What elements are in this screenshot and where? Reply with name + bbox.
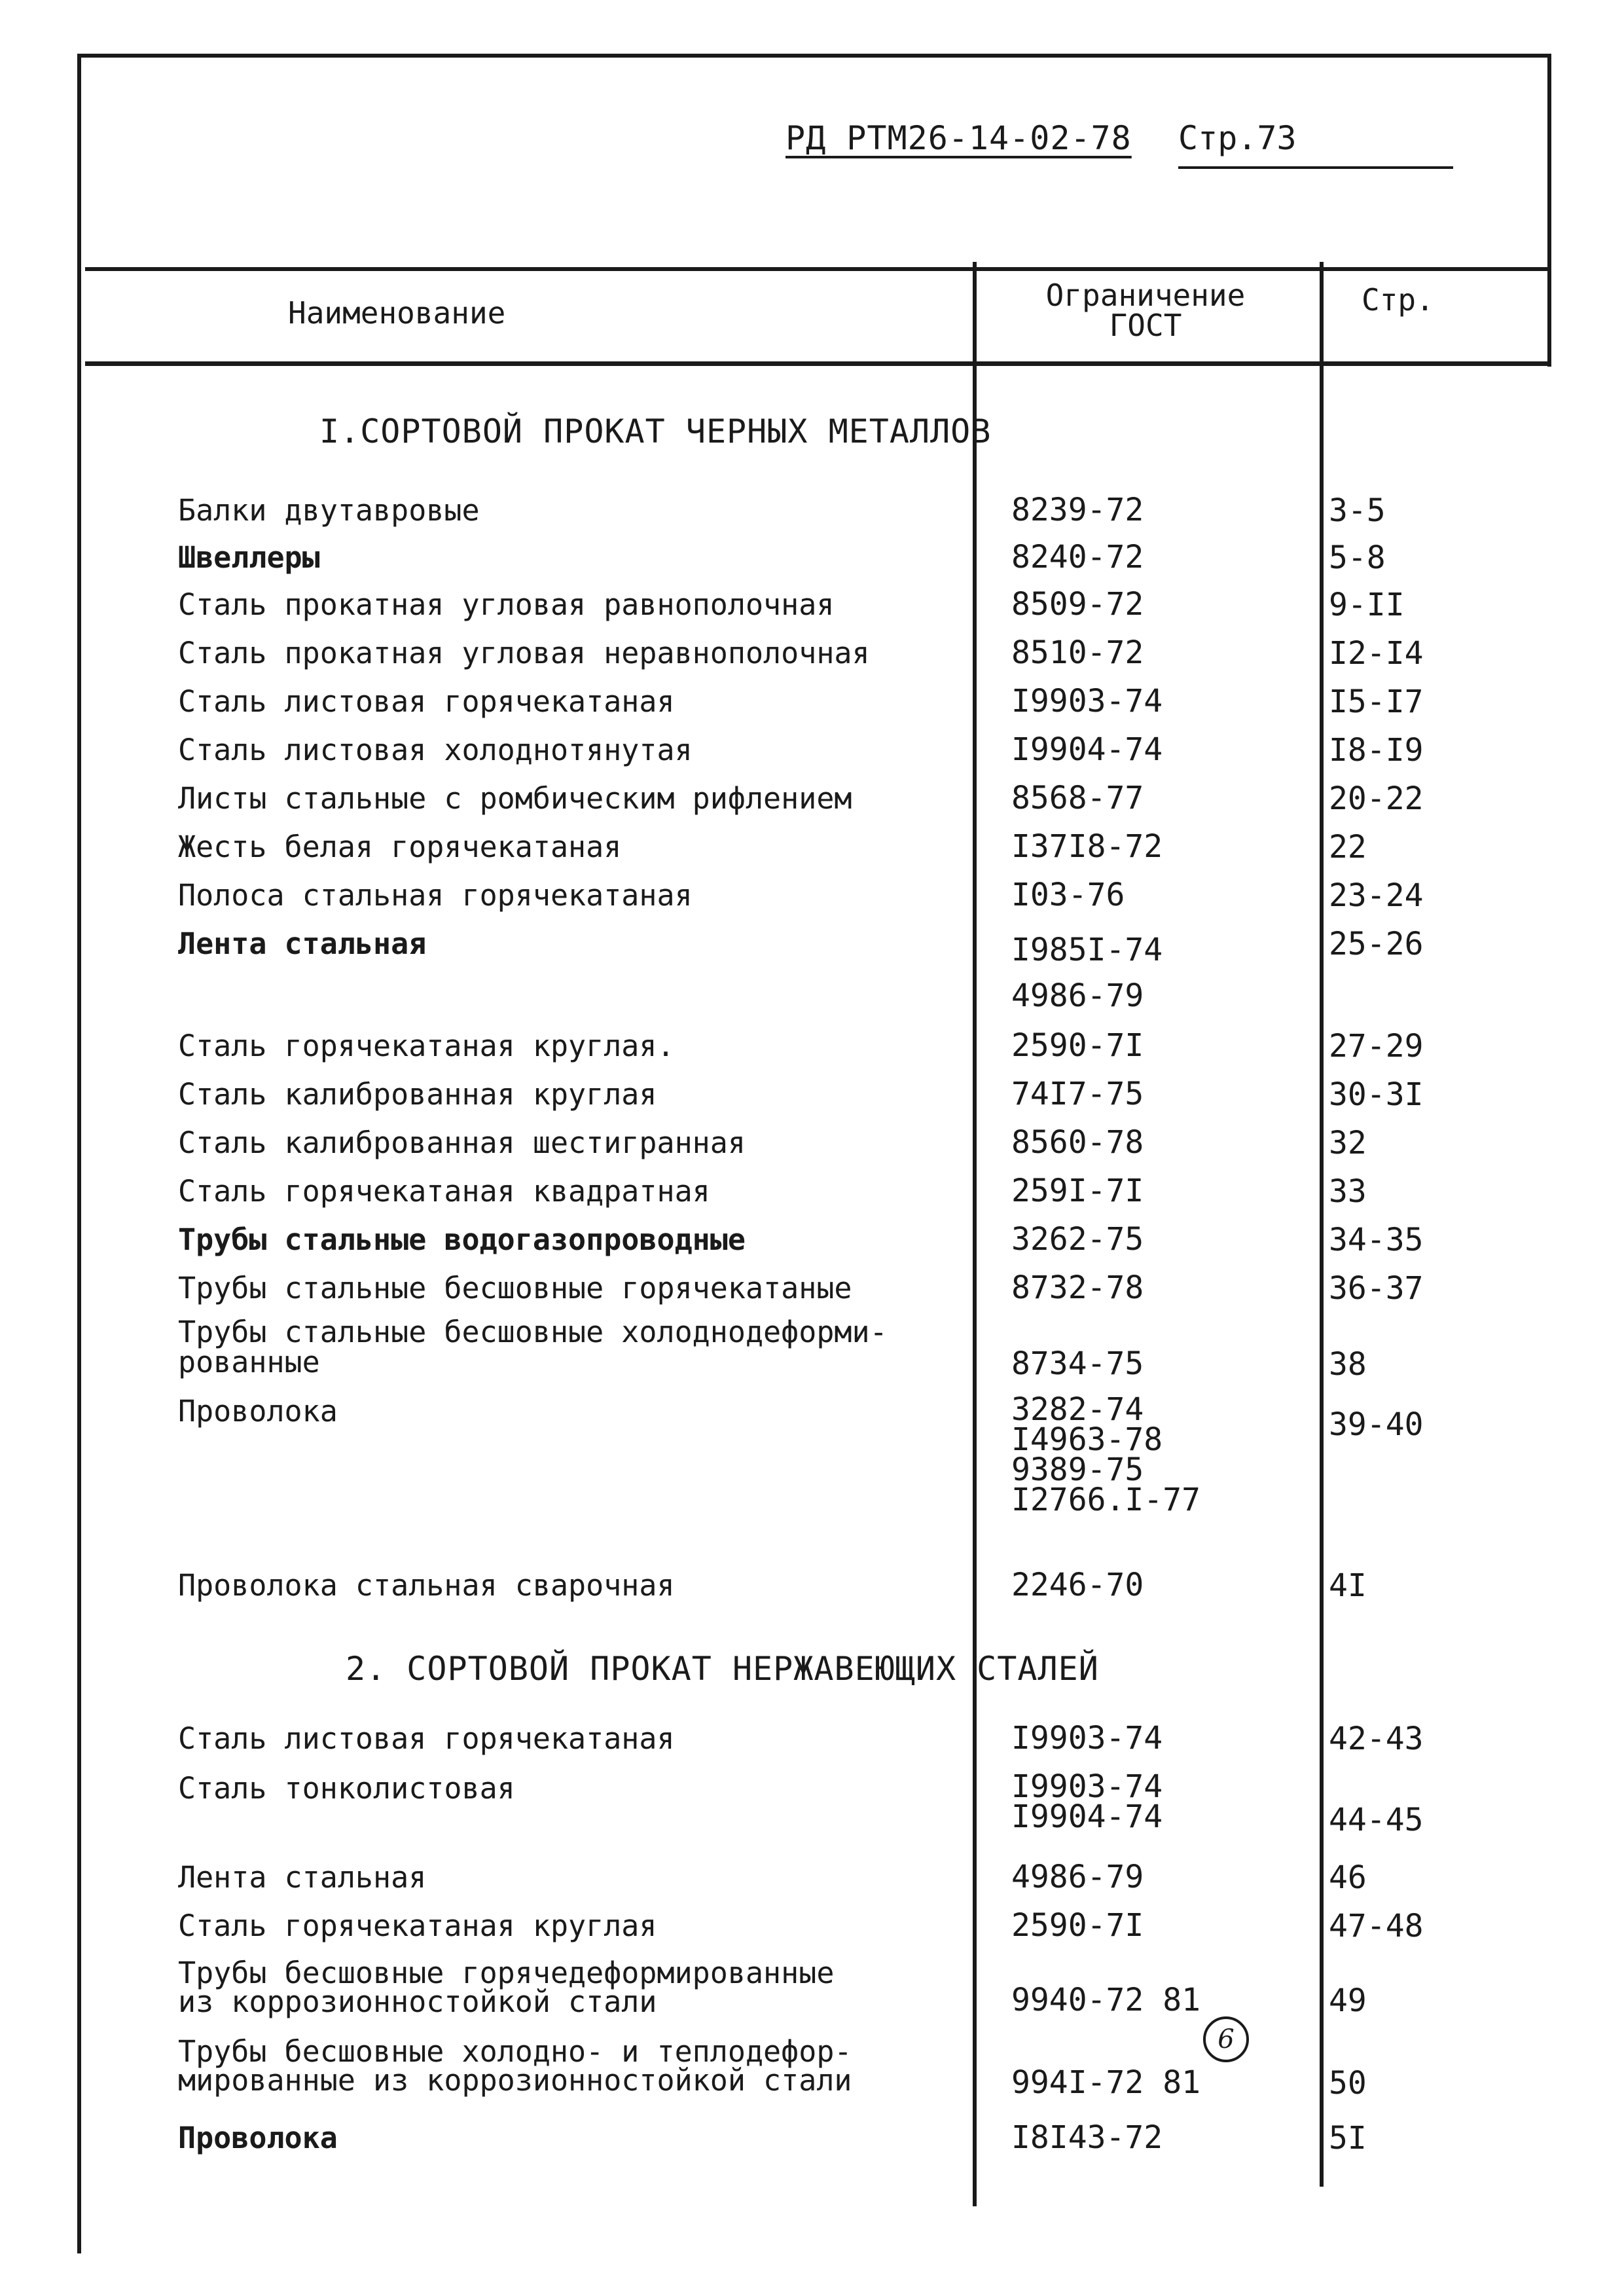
- circled-revision-mark: 6: [1203, 2016, 1249, 2062]
- row-name: Листы стальные с ромбическим рифлением: [178, 781, 852, 816]
- row-page: 3-5: [1329, 492, 1386, 529]
- table-row: [0, 1861, 1624, 1900]
- table-row: [0, 636, 1624, 676]
- table-row: [0, 1175, 1624, 1214]
- row-gost: I9903-74: [1011, 683, 1163, 720]
- row-name: Сталь горячекатаная круглая.: [178, 1029, 675, 1063]
- table-row: [0, 588, 1624, 627]
- row-name: Трубы стальные бесшовные горячекатаные: [178, 1271, 852, 1305]
- row-page: 4I: [1329, 1567, 1367, 1604]
- row-name: Сталь калиброванная круглая: [178, 1077, 657, 1112]
- row-page: 38: [1329, 1346, 1367, 1383]
- row-page: 39-40: [1329, 1406, 1424, 1443]
- table-row: [0, 926, 1624, 1014]
- row-page: 44-45: [1329, 1802, 1424, 1838]
- row-gost: 8509-72: [1011, 586, 1144, 623]
- row-gost: I9903-74 I9904-74: [1011, 1768, 1163, 1835]
- table-row: [0, 1223, 1624, 1262]
- row-gost: 74I7-75: [1011, 1076, 1144, 1112]
- table-row: [0, 733, 1624, 773]
- frame-right-border: [1547, 54, 1551, 367]
- row-name: Сталь листовая горячекатаная: [178, 1721, 675, 1756]
- table-row: [0, 494, 1624, 533]
- row-page: 30-3I: [1329, 1076, 1424, 1113]
- row-gost: 3282-74 I4963-78 9389-75 I2766.I-77: [1011, 1391, 1200, 1518]
- row-name: Балки двутавровые: [178, 493, 480, 528]
- table-row: [0, 1956, 1624, 2019]
- row-name: Швеллеры: [178, 540, 320, 575]
- row-page: 22: [1329, 829, 1367, 866]
- row-gost: 2590-7I: [1011, 1907, 1144, 1944]
- row-name: Сталь прокатная угловая равнополочная: [178, 587, 835, 622]
- row-gost: I03-76: [1011, 877, 1125, 913]
- table-row: [0, 1126, 1624, 1165]
- table-row: [0, 782, 1624, 821]
- row-page: 34-35: [1329, 1222, 1424, 1258]
- row-gost: 9940-72 81: [1011, 1982, 1200, 2018]
- row-page: 46: [1329, 1859, 1367, 1896]
- row-name: Трубы бесшовные горячедеформированные из коррозионностойкой стали: [178, 1956, 835, 2019]
- row-name: Проволока: [178, 2121, 338, 2155]
- row-name: Трубы стальные бесшовные холоднодеформи- рованные: [178, 1315, 888, 1379]
- table-row: [0, 1909, 1624, 1948]
- row-name: Сталь тонколистовая: [178, 1771, 515, 1806]
- row-name: Трубы стальные водогазопроводные: [178, 1222, 746, 1257]
- row-page: 23-24: [1329, 877, 1424, 914]
- row-name: Полоса стальная горячекатаная: [178, 878, 693, 913]
- row-page: 20-22: [1329, 780, 1424, 817]
- document-code: РД РТМ26-14-02-78: [785, 119, 1132, 157]
- row-name: Сталь листовая холоднотянутая: [178, 733, 693, 767]
- row-name: Сталь прокатная угловая неравнополочная: [178, 636, 870, 670]
- row-gost: 8560-78: [1011, 1124, 1144, 1161]
- row-gost: 4986-79: [1011, 1859, 1144, 1895]
- row-page: 33: [1329, 1173, 1367, 1210]
- row-name: Сталь горячекатаная квадратная: [178, 1174, 710, 1209]
- section-title-ferrous: I.СОРТОВОЙ ПРОКАТ ЧЕРНЫХ МЕТАЛЛОВ: [319, 412, 992, 450]
- row-gost: 8568-77: [1011, 780, 1144, 816]
- row-page: 9-II: [1329, 587, 1405, 623]
- table-row: [0, 685, 1624, 724]
- row-page: 32: [1329, 1125, 1367, 1161]
- row-gost: I9904-74: [1011, 731, 1163, 768]
- row-gost: I37I8-72: [1011, 828, 1163, 865]
- row-gost: 2246-70: [1011, 1567, 1144, 1603]
- row-name: Проволока: [178, 1394, 338, 1429]
- row-gost: 8510-72: [1011, 634, 1144, 671]
- row-page: I5-I7: [1329, 683, 1424, 720]
- row-name: Лента стальная: [178, 926, 427, 961]
- row-page: 49: [1329, 1982, 1367, 2019]
- row-name: Трубы бесшовные холодно- и теплодефор- мированные из коррозионностойкой стали: [178, 2034, 852, 2098]
- frame-top-border: [77, 54, 1551, 58]
- row-name: Сталь листовая горячекатаная: [178, 684, 675, 719]
- table-row: [0, 1315, 1624, 1383]
- page-number: Стр.73: [1178, 119, 1453, 169]
- table-row: [0, 1722, 1624, 1761]
- row-gost: I985I-74 4986-79: [1011, 932, 1163, 1014]
- row-page: I8-I9: [1329, 732, 1424, 769]
- row-page: 47-48: [1329, 1908, 1424, 1944]
- table-row: [0, 1768, 1624, 1838]
- section-title-stainless: 2. СОРТОВОЙ ПРОКАТ НЕРЖАВЕЮЩИХ СТАЛЕЙ: [346, 1650, 1099, 1688]
- row-gost: 2590-7I: [1011, 1027, 1144, 1064]
- row-gost: 994I-72 81: [1011, 2064, 1200, 2101]
- row-name: Сталь калиброванная шестигранная: [178, 1125, 746, 1160]
- table-row: [0, 830, 1624, 869]
- table-header-rule: [85, 361, 1551, 366]
- row-page: 42-43: [1329, 1721, 1424, 1757]
- row-page: 25-26: [1329, 926, 1424, 962]
- column-header-page: Стр.: [1362, 282, 1434, 318]
- row-gost: I9903-74: [1011, 1720, 1163, 1757]
- row-gost: I8I43-72: [1011, 2119, 1163, 2156]
- row-gost: 8239-72: [1011, 492, 1144, 528]
- table-row: [0, 1391, 1624, 1518]
- row-gost: 8240-72: [1011, 539, 1144, 575]
- table-row: [0, 1271, 1624, 1311]
- row-page: I2-I4: [1329, 635, 1424, 672]
- row-gost: 3262-75: [1011, 1221, 1144, 1258]
- table-row: [0, 1569, 1624, 1608]
- table-row: [0, 541, 1624, 580]
- table-row: [0, 1029, 1624, 1068]
- row-page: 27-29: [1329, 1028, 1424, 1065]
- row-page: 5I: [1329, 2120, 1367, 2157]
- row-page: 5-8: [1329, 539, 1386, 576]
- row-name: Проволока стальная сварочная: [178, 1568, 675, 1603]
- column-header-gost: Ограничение ГОСТ: [1045, 278, 1246, 343]
- table-row: [0, 2121, 1624, 2160]
- column-header-name: Наименование: [288, 295, 506, 331]
- row-gost: 259I-7I: [1011, 1173, 1144, 1209]
- row-page: 36-37: [1329, 1270, 1424, 1307]
- row-name: Лента стальная: [178, 1860, 427, 1895]
- table-top-rule: [85, 267, 1551, 271]
- row-gost: 8734-75: [1011, 1345, 1144, 1382]
- row-name: Сталь горячекатаная круглая: [178, 1908, 657, 1943]
- row-name: Жесть белая горячекатаная: [178, 829, 622, 864]
- table-row: [0, 1078, 1624, 1117]
- row-page: 50: [1329, 2065, 1367, 2102]
- table-row: [0, 879, 1624, 918]
- table-row: [0, 2034, 1624, 2102]
- row-gost: 8732-78: [1011, 1269, 1144, 1306]
